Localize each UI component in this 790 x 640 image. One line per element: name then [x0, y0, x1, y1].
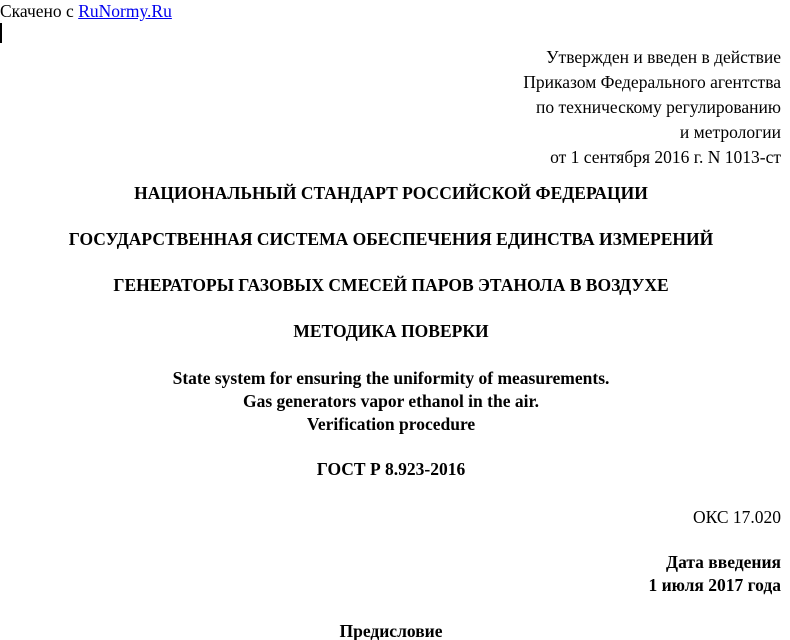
english-title-line: State system for ensuring the uniformity of measurements. [172, 368, 610, 388]
source-line [0, 1, 172, 21]
approval-line: по техническому регулированию [535, 97, 781, 117]
approval-line: Приказом Федерального агентства [523, 72, 781, 92]
gost-number: ГОСТ Р 8.923-2016 [316, 459, 466, 479]
generators-title: ГЕНЕРАТОРЫ ГАЗОВЫХ СМЕСЕЙ ПАРОВ ЭТАНОЛА В ВОЗДУХЕ [113, 275, 669, 295]
source-link[interactable]: RuNormy.Ru [78, 1, 172, 21]
preface-heading: Предисловие [339, 621, 443, 640]
national-standard-title: НАЦИОНАЛЬНЫЙ СТАНДАРТ РОССИЙСКОЙ ФЕДЕРАЦИИ [134, 183, 648, 203]
approval-line: Утвержден и введен в действие [546, 47, 781, 67]
english-title-line: Verification procedure [306, 414, 476, 434]
oks-code: ОКС 17.020 [692, 507, 781, 527]
method-title: МЕТОДИКА ПОВЕРКИ [293, 321, 489, 341]
text-cursor [0, 23, 2, 43]
approval-line: и метрологии [679, 122, 781, 142]
introduction-date: 1 июля 2017 года [648, 575, 781, 595]
system-title: ГОСУДАРСТВЕННАЯ СИСТЕМА ОБЕСПЕЧЕНИЯ ЕДИНСТВА ИЗМЕРЕНИЙ [68, 229, 714, 249]
introduction-label: Дата введения [666, 552, 781, 572]
approval-block [523, 45, 781, 170]
source-prefix: Скачено с [0, 1, 79, 21]
approval-line: от 1 сентября 2016 г. N 1013-ст [550, 147, 781, 167]
english-title [0, 367, 782, 436]
introduction-date-block [648, 551, 781, 597]
english-title-line: Gas generators vapor ethanol in the air. [242, 391, 540, 411]
